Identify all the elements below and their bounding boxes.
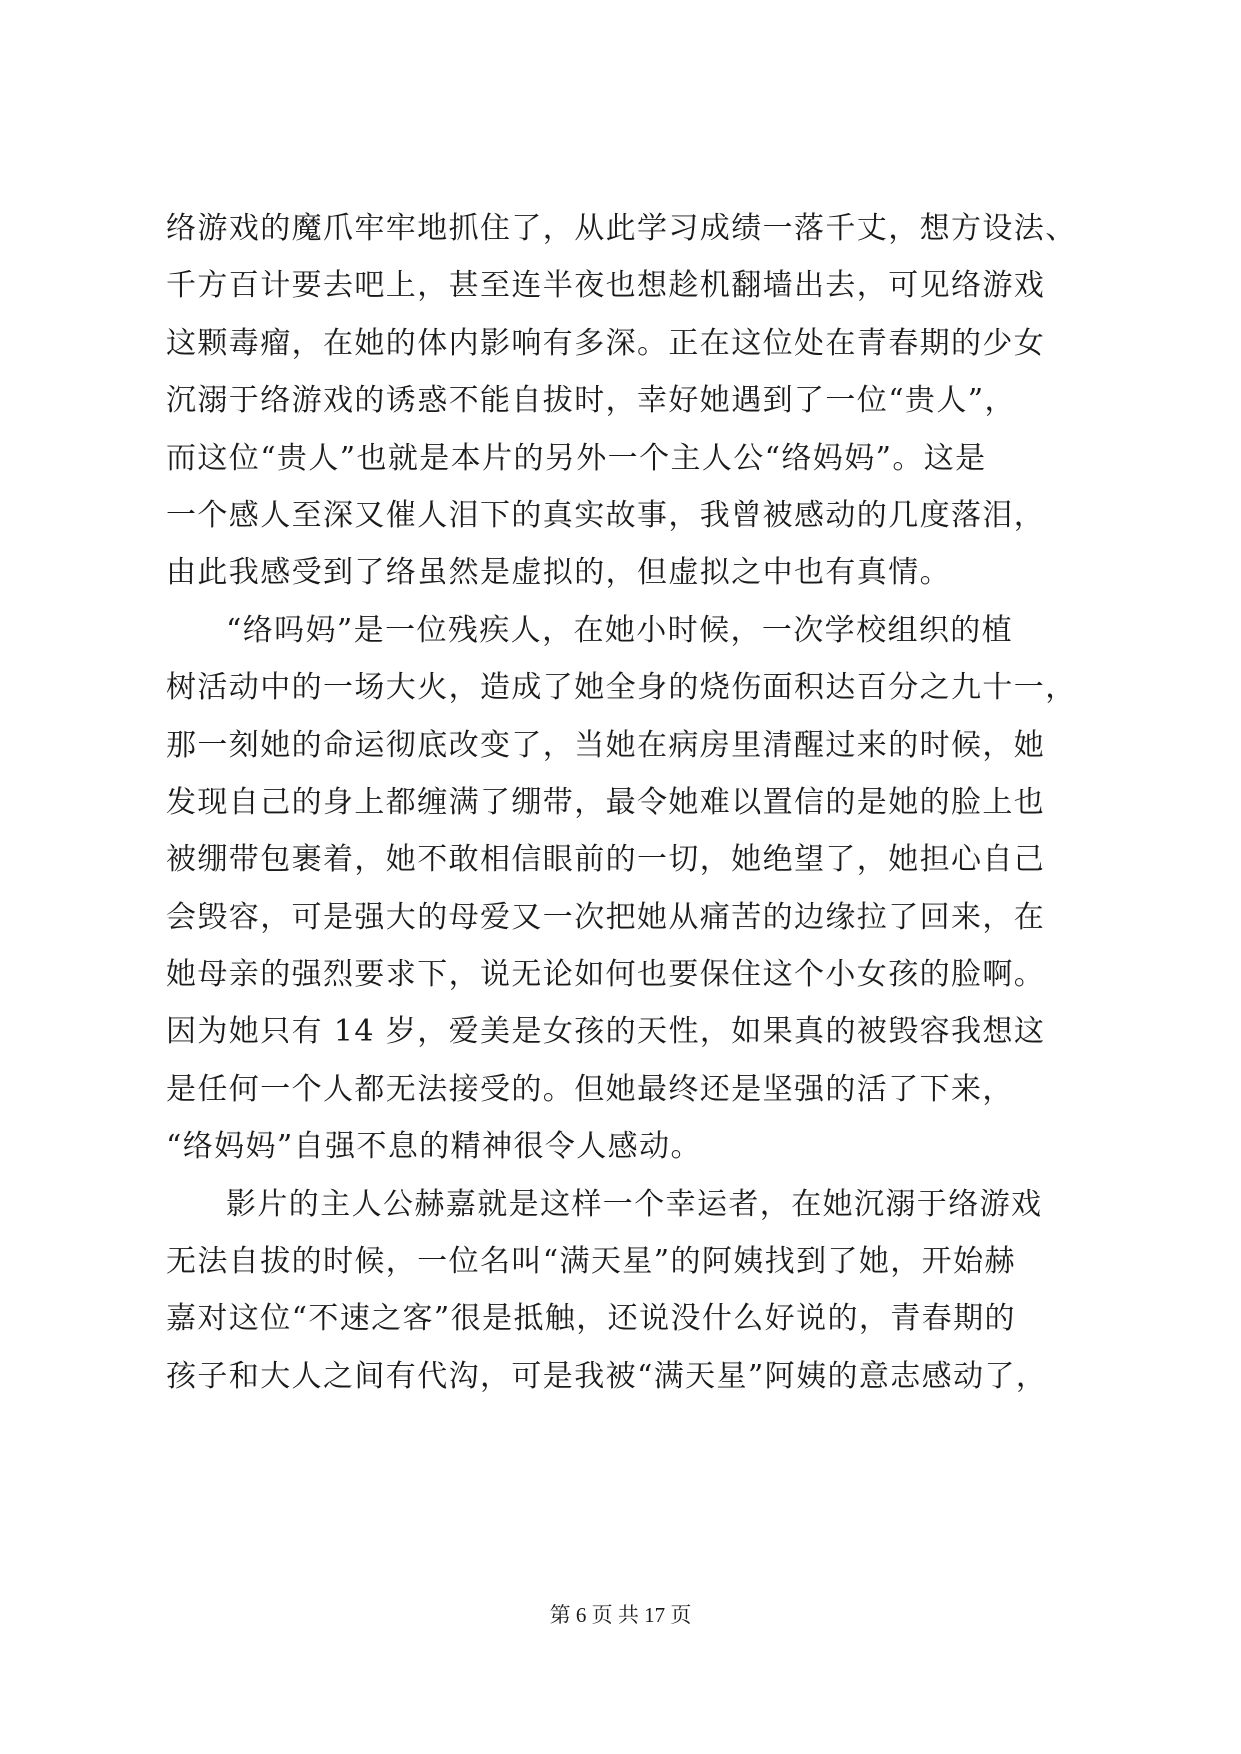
text-line: 无法自拔的时候，一位名叫“满天星”的阿姨找到了她，开始赫 [166,1244,1016,1280]
text-line: 会毁容，可是强大的母爱又一次把她从痛苦的边缘拉了回来，在 [166,899,1046,935]
text-line: 那一刻她的命运彻底改变了，当她在病房里清醒过来的时候，她 [166,727,1046,763]
text-line: 嘉对这位“不速之客”很是抵触，还说没什么好说的，青春期的 [166,1301,1016,1337]
text-line-indented: 影片的主人公赫嘉就是这样一个幸运者，在她沉溺于络游戏 [226,1186,1043,1222]
text-line-indented: “络吗妈”是一位残疾人，在她小时候，一次学校组织的植 [226,612,1014,648]
text-line: 一个感人至深又催人泪下的真实故事，我曾被感动的几度落泪， [166,497,1046,533]
paragraph-1 [166,200,1076,602]
paragraph-2 [166,602,1076,1176]
text-line: 沉溺于络游戏的诱惑不能自拔时，幸好她遇到了一位“贵人”， [166,383,1016,419]
text-line: 孩子和大人之间有代沟，可是我被“满天星”阿姨的意志感动了， [166,1358,1048,1394]
text-line: 她母亲的强烈要求下，说无论如何也要保住这个小女孩的脸啊。 [166,957,1046,993]
text-line: 由此我感受到了络虽然是虚拟的，但虚拟之中也有真情。 [166,555,951,591]
text-line: 络游戏的魔爪牢牢地抓住了，从此学习成绩一落千丈，想方设法、 [166,211,1077,246]
text-line: 这颗毒瘤，在她的体内影响有多深。正在这位处在青春期的少女 [166,325,1046,361]
text-line: 是任何一个人都无法接受的。但她最终还是坚强的活了下来， [166,1071,1014,1107]
text-line: 发现自己的身上都缠满了绷带，最令她难以置信的是她的脸上也 [166,784,1046,820]
paragraph-3 [166,1176,1076,1406]
text-line: 树活动中的一场大火，造成了她全身的烧伤面积达百分之九十一， [166,670,1077,706]
text-line: 被绷带包裹着，她不敢相信眼前的一切，她绝望了，她担心自己 [166,842,1046,878]
document-body [166,200,1076,1405]
text-line: “络妈妈”自强不息的精神很令人感动。 [166,1129,702,1165]
text-line: 千方百计要去吧上，甚至连半夜也想趁机翻墙出去，可见络游戏 [166,268,1046,304]
page-number-footer: 第 6 页 共 17 页 [549,1603,692,1627]
text-line: 而这位“贵人”也就是本片的另外一个主人公“络妈妈”。这是 [166,440,987,476]
text-line: 因为她只有 14 岁，爱美是女孩的天性，如果真的被毁容我想这 [166,1014,1046,1050]
